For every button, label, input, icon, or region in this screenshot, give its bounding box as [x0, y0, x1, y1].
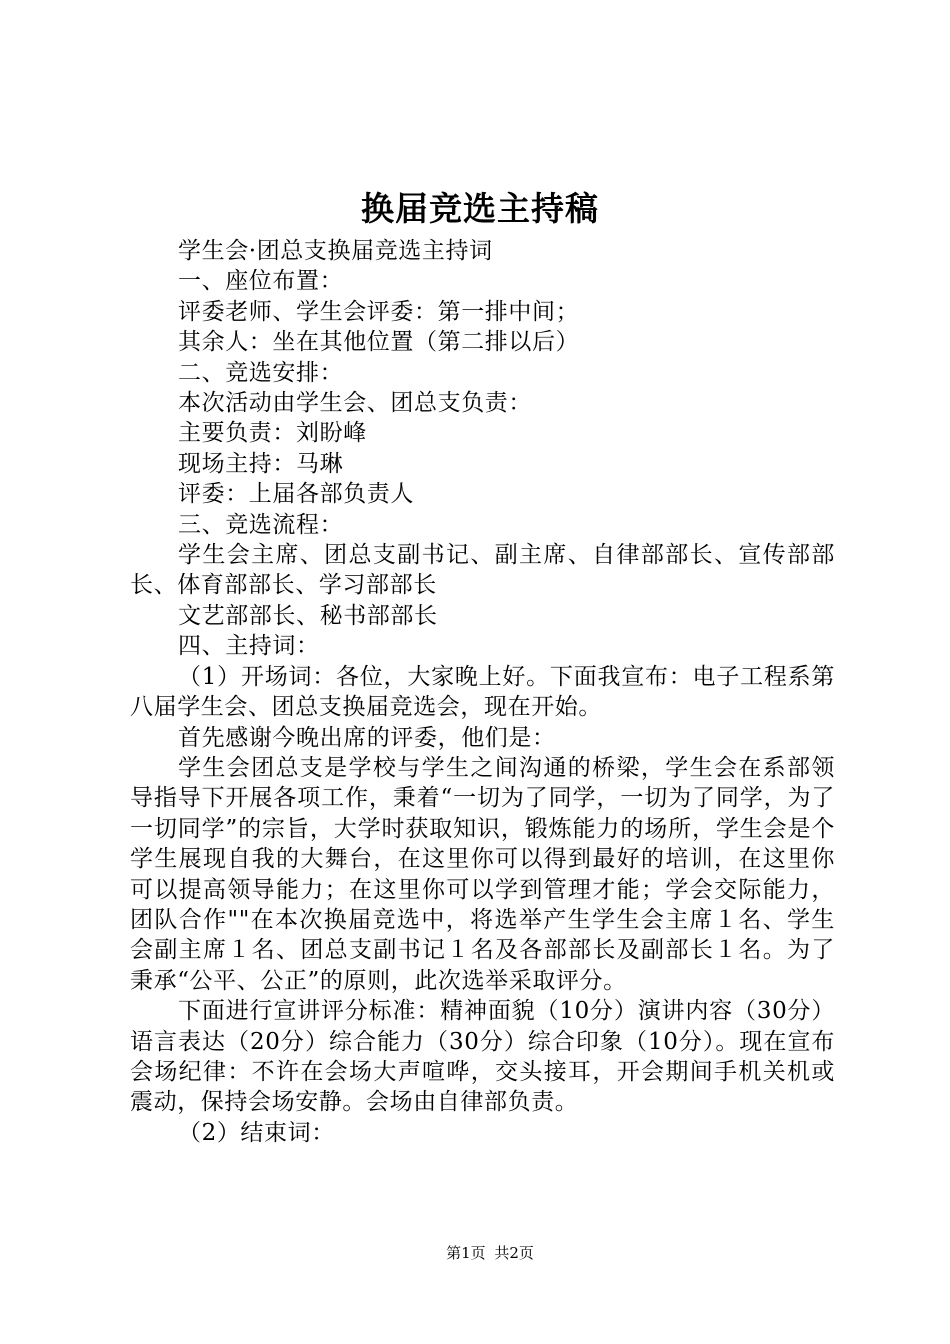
paragraph-subtitle: 学生会·团总支换届竞选主持词 — [178, 238, 493, 264]
paragraph-introduction: 学生会团总支是学校与学生之间沟通的桥梁，学生会在系部领导指导下开展各项工作，秉着“一切为了同学，一切为了同学，为了一切同学”的宗旨，大学时获取知识，锻炼能力的场所，学生会是个学生展现自我的大舞台，在这里你可以得到最好的培训，在这里你可以提高领导能力；在这里你可以学到管理才能；学会交际能力，团队合作""在本次换届竞选中，将选举产生学生会主席１名、学生会副主席１名、团总支副书记１名及各部部长及副部长１名。为了秉承“公平、公正”的原则，此次选举采取评分。 — [130, 754, 835, 994]
paragraph-thanks: 首先感谢今晚出席的评委，他们是： — [178, 724, 556, 751]
paragraph-lead: 主要负责：刘盼峰 — [178, 420, 367, 447]
paragraph-positions-1: 学生会主席、团总支副书记、副主席、自律部部长、宣传部部长、体育部部长、学习部部长 — [130, 542, 835, 599]
paragraph-organizer: 本次活动由学生会、团总支负责： — [178, 390, 532, 417]
page-footer — [0, 1241, 950, 1265]
page-total: 共2页 — [494, 1244, 534, 1262]
paragraph-section-process: 三、竞选流程： — [178, 511, 344, 538]
paragraph-judges: 评委：上届各部负责人 — [178, 481, 414, 508]
paragraph-section-seating: 一、座位布置： — [178, 268, 344, 295]
paragraph-positions-2: 文艺部部长、秘书部部长 — [178, 602, 438, 629]
paragraph-opening: （1）开场词：各位，大家晚上好。下面我宣布：电子工程系第八届学生会、团总支换届竞选会，现在开始。 — [130, 663, 835, 721]
paragraph-section-arrangement: 二、竞选安排： — [178, 359, 344, 386]
document-title: 换届竞选主持稿 — [361, 189, 599, 228]
paragraph-judges-seating: 评委老师、学生会评委：第一排中间； — [178, 298, 580, 325]
paragraph-scoring: 下面进行宣讲评分标准：精神面貌（10分）演讲内容（30分）语言表达（20分）综合能力（30分）综合印象（10分）。现在宣布会场纪律：不许在会场大声喧哗，交头接耳，开会期间手机关机或震动，保持会场安静。会场由自律部负责。 — [130, 998, 835, 1116]
paragraph-closing: （2）结束词： — [178, 1119, 335, 1146]
paragraph-host: 现场主持：马琳 — [178, 450, 344, 477]
paragraph-section-script: 四、主持词： — [178, 633, 320, 660]
page-number: 第1页 — [446, 1244, 486, 1262]
paragraph-others-seating: 其余人：坐在其他位置（第二排以后） — [178, 329, 580, 356]
document-body — [130, 236, 835, 1148]
